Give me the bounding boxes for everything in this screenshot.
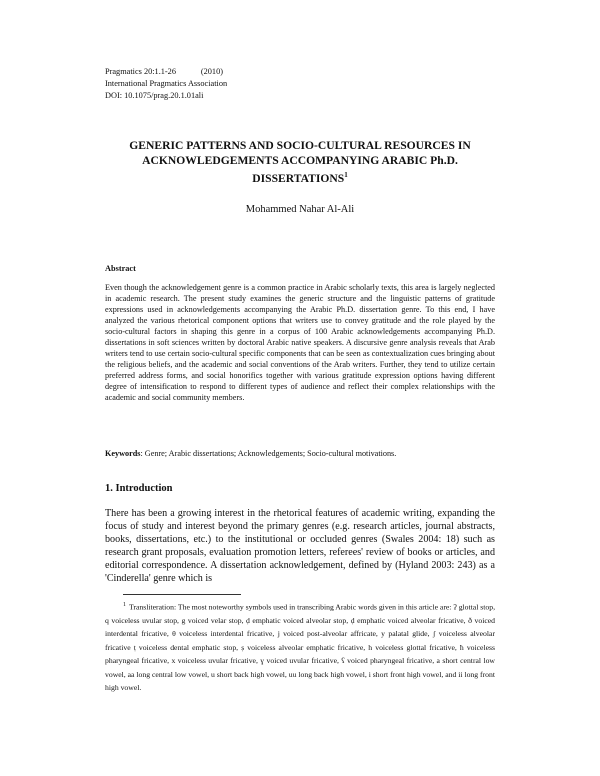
footnote-mark: 1 [123, 602, 126, 608]
footnote-divider [123, 594, 241, 595]
introduction-heading: 1. Introduction [105, 483, 173, 494]
footnote [105, 599, 495, 694]
keywords-text: : Genre; Arabic dissertations; Acknowledgements; Socio-cultural motivations. [140, 449, 397, 458]
paper-title [105, 138, 495, 186]
citation: Pragmatics 20:1.1-26 [105, 67, 176, 76]
doi: DOI: 10.1075/prag.20.1.01ali [105, 91, 204, 100]
abstract-body: Even though the acknowledgement genre is a common practice in Arabic scholarly texts, this area is largely neglected in academic research. The present study examines the generic structure and the linguistic patterns of gratitude expressions used in acknowledgements accompanying the Arabic Ph.D. dissertation genre. To this end, I have analyzed the various rhetorical component options that writers use to convey gratitude and the role played by the socio-cultural factors in shaping this genre in a corpus of 100 Arabic acknowledgements accompanying Ph.D. dissertations in soft sciences written by doctoral Arabic native speakers. A discursive genre analysis reveals that Arab writers tend to use certain socio-cultural specific components that can be seen as contextualization cues bringing about the religious beliefs, and the academic and social conventions of the Arab writers. Further, they tend to utilize certain preferred address forms, and social honorifics together with various gratitude expression options having different degree of intensification to respond to different types of audience and reflect their complex relationships with the academic and social community members. [105, 283, 495, 402]
title-text: GENERIC PATTERNS AND SOCIO-CULTURAL RESOURCES IN ACKNOWLEDGEMENTS ACCOMPANYING ARABIC Ph.D. DISSERTATIONS [129, 139, 471, 185]
citation-line [105, 66, 227, 78]
footnote-text: Transliteration: The most noteworthy symbols used in transcribing Arabic words given in this article are: ʔ glottal stop, q voiceless uvular stop, g voiced velar stop, ḍ emphatic voiced alveolar stop, ḍ emphatic voiced alveolar fricative, ð voiced interdental fricative, θ voiceless interdental fricative, j voiced post-alveolar affricate, y palatal glide, ʃ voiceless alveolar fricative ṭ voiceless dental emphatic stop, ṣ voiceless alveolar emphatic fricative, h voiceless glottal fricative, ħ voiceless pharyngeal fricative, x voiceless uvular fricative, ɣ voiced uvular fricative, ʕ voiced pharyngeal fricative, a short central low vowel, aa long central low vowel, u short back high vowel, uu long back high vowel, i short front high vowel, and ii long front high vowel. [105, 602, 495, 692]
author-name: Mohammed Nahar Al-Ali [245, 204, 355, 215]
publisher: International Pragmatics Association [105, 79, 228, 88]
abstract-heading: Abstract [105, 264, 136, 273]
title-footnote-mark: 1 [344, 171, 348, 179]
keywords [105, 449, 495, 458]
introduction-body: There has been a growing interest in the rhetorical features of academic writing, expanding the focus of study and interest beyond the primary genres (e.g. research articles, journal abstracts, books, dissertations, etc.) to the institutional or occluded genres (Swales 2004: 18) such as research grant proposals, evaluation promotion letters, referees' review of books or articles, and editorial correspondence. A dissertation acknowledgement, defined by (Hyland 2003: 243) as a 'Cinderella' genre which is [105, 508, 495, 585]
journal-header [105, 66, 227, 102]
year: (2010) [200, 67, 223, 76]
keywords-label: Keywords [105, 449, 141, 458]
